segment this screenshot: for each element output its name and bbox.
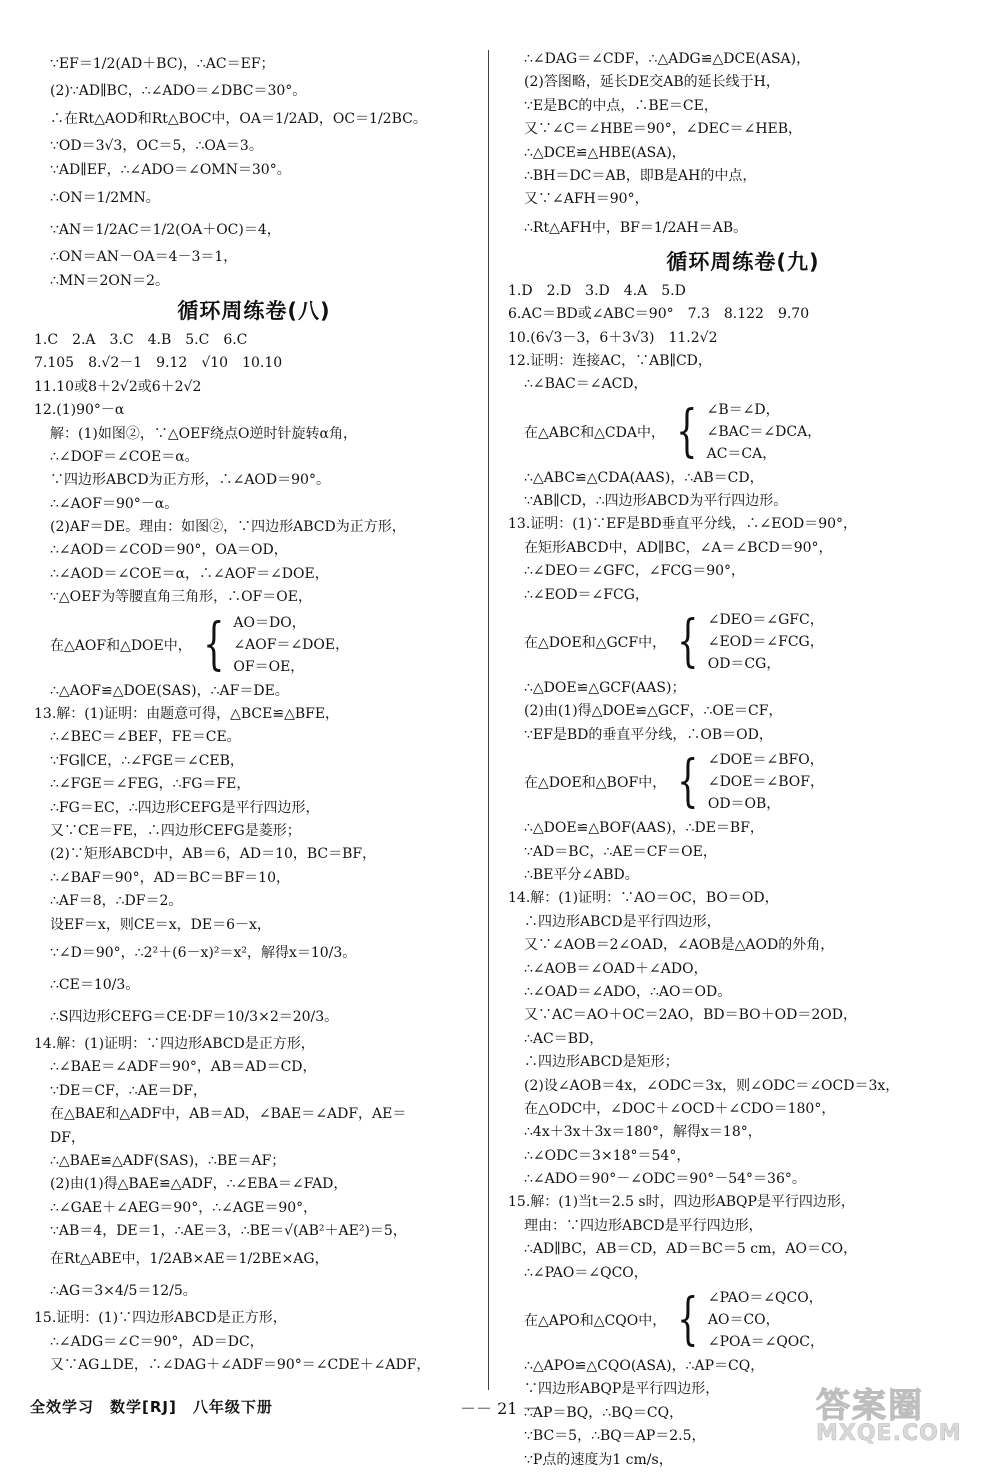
text-line: ∵AD＝BC，∴AE＝CF＝OE， xyxy=(524,843,717,860)
text-line: ∵AB∥CD，∴四边形ABCD为平行四边形。 xyxy=(524,493,788,510)
brace-icon: { xyxy=(677,749,699,815)
watermark-text-top: 答案圈 xyxy=(816,1386,924,1426)
text-line: 在矩形ABCD中，AD∥BC，∠A＝∠BCD＝90°， xyxy=(524,539,833,556)
text-line: ∵∠D＝90°，∴2²＋(6－x)²＝x²，解得x＝10/3。 xyxy=(50,944,357,961)
watermark-text-bottom: MXQE.COM xyxy=(816,1421,962,1446)
text-line: 又∵CE＝FE，∴四边形CEFG是菱形； xyxy=(50,822,301,839)
text-line: ∴∠GAE＋∠AEG＝90°，∴∠AGE＝90°， xyxy=(50,1199,318,1216)
text-line: 11.10或8＋2√2或6＋2√2 xyxy=(34,378,202,395)
text-line: ∴∠BAC＝∠ACD， xyxy=(524,376,648,393)
page-number: －－ 21 － xyxy=(460,1399,539,1418)
equation-rows xyxy=(708,1287,824,1353)
text-line: (2)设∠AOB＝4x，∠ODC＝3x，则∠ODC＝∠OCD＝3x， xyxy=(524,1077,900,1094)
text-line: ∵四边形ABQP是平行四边形， xyxy=(524,1381,720,1398)
text-line: 13.证明：(1)∵EF是BD垂直平分线，∴∠EOD＝90°， xyxy=(508,516,858,533)
text-line: (2)答图略，延长DE交AB的延长线于H， xyxy=(524,74,780,91)
text-line: 又∵AC＝AO＋OC＝2AO，BD＝BO＋OD＝2OD， xyxy=(524,1007,857,1024)
text-line: ∴MN＝2ON＝2。 xyxy=(50,272,170,289)
text-line: ∴四边形ABCD是平行四边形， xyxy=(524,913,721,930)
text-line: ∴∠ADO＝90°－∠ODC＝90°－54°＝36°。 xyxy=(524,1171,806,1188)
text-line: ∵四边形ABCD为正方形，∴∠AOD＝90°。 xyxy=(50,472,330,489)
text-line: ∴∠AOB＝∠OAD＋∠ADO， xyxy=(524,960,708,977)
text-line: (2)∵矩形ABCD中，AB＝6，AD＝10，BC＝BF， xyxy=(50,846,377,863)
brace-icon: { xyxy=(677,609,699,675)
text-line: 14.解：(1)证明：∵四边形ABCD是正方形， xyxy=(34,1035,315,1052)
brace-icon: { xyxy=(202,611,225,677)
text-line: 又∵AG⊥DE，∴∠DAG＋∠ADF＝90°＝∠CDE＋∠ADF， xyxy=(50,1357,431,1374)
text-line: ∴∠AOD＝∠COE＝α，∴∠AOF＝∠DOE， xyxy=(50,565,329,582)
text-line: ∴BE平分∠ABD。 xyxy=(524,866,639,883)
text-line: 1.D 2.D 3.D 4.A 5.D xyxy=(508,282,686,299)
text-line: ∴AF＝8，∴DF＝2。 xyxy=(50,893,183,910)
text-line: ∴△ABC≌△CDA(AAS)，∴AB＝CD， xyxy=(524,469,764,486)
text-line: ∴ON＝AN－OA＝4－3＝1， xyxy=(50,249,238,266)
text-line: ∴△AOF≌△DOE(SAS)，∴AF＝DE。 xyxy=(50,682,289,699)
equation-system xyxy=(34,610,474,680)
equation-rows xyxy=(707,399,822,465)
text-line: 12.(1)90°－α xyxy=(34,402,125,419)
text-line: 在Rt△ABE中，1/2AB×AE＝1/2BE×AG， xyxy=(50,1251,329,1268)
footer-book-label: 全效学习 数学[RJ] 八年级下册 xyxy=(30,1398,273,1416)
text-line: 15.解：(1)当t＝2.5 s时，四边形ABQP是平行四边形， xyxy=(508,1194,855,1211)
text-line: ∴Rt△AFH中，BF＝1/2AH＝AB。 xyxy=(524,219,748,236)
text-line: ∵OD＝3√3，OC＝5，∴OA＝3。 xyxy=(50,138,263,155)
text-line: ∴△BAE≌△ADF(SAS)，∴BE＝AF； xyxy=(50,1152,286,1169)
text-line: 12.证明：连接AC，∵AB∥CD， xyxy=(508,352,712,369)
text-line: ∴∠AOD＝∠COD＝90°，OA＝OD， xyxy=(50,542,288,559)
text-line: ∴△APO≌△CQO(ASA)，∴AP＝CQ， xyxy=(524,1358,765,1375)
equation-row: ∠DOE＝∠BFO， xyxy=(707,752,824,769)
text-line: ∴∠BAE＝∠ADF＝90°，AB＝AD＝CD， xyxy=(50,1059,317,1076)
text-line: 7.105 8.√2－1 9.12 √10 10.10 xyxy=(34,355,283,372)
text-line: ∴△DOE≌△GCF(AAS)； xyxy=(524,680,686,697)
text-line: ∵BC＝5，∴BQ＝AP＝2.5， xyxy=(524,1428,706,1445)
text-line: ∴∠OAD＝∠ADO，∴AO＝OD。 xyxy=(524,983,732,1000)
text-line: ∵E是BC的中点，∴BE＝CE， xyxy=(524,97,718,114)
equation-system xyxy=(508,747,978,817)
section-title: 循环周练卷(九) xyxy=(666,249,820,274)
text-line: 14.解：(1)证明：∵AO＝OC，BO＝OD， xyxy=(508,890,779,907)
text-line: ∴BH＝DC＝AB，即B是AH的中点， xyxy=(524,167,757,184)
equation-system xyxy=(508,397,978,467)
text-line: ∴四边形ABCD是矩形； xyxy=(524,1054,679,1071)
text-line: ∴∠EOD＝∠FCG， xyxy=(524,586,649,603)
text-line: 13.解：(1)证明：由题意可得，△BCE≌△BFE， xyxy=(34,706,340,723)
text-line: ∴4x＋3x＋3x＝180°，解得x＝18°， xyxy=(524,1124,762,1141)
text-line: 在△ODC中，∠DOC＋∠OCD＋∠CDO＝180°， xyxy=(524,1100,836,1117)
text-line: ∴AD∥BC，AB＝CD，AD＝BC＝5 cm，AO＝CO， xyxy=(524,1241,858,1258)
equation-row: OF＝OE， xyxy=(233,658,305,675)
text-line: ∴AC＝BD， xyxy=(524,1030,604,1047)
text-line: ∴△DOE≌△BOF(AAS)，∴DE＝BF， xyxy=(524,820,764,837)
text-line: ∴∠BAF＝90°，AD＝BC＝BF＝10， xyxy=(50,869,290,886)
equation-row: ∠AOF＝∠DOE， xyxy=(233,636,350,653)
column-divider xyxy=(488,50,489,1390)
text-line: ∴AP＝BQ，∴BQ＝CQ， xyxy=(524,1404,684,1421)
equation-row: ∠EOD＝∠FCG， xyxy=(707,634,824,651)
equation-system-label: 在△DOE和△GCF中， xyxy=(524,635,667,652)
equation-row: OD＝OB， xyxy=(707,796,781,813)
text-line: (2)AF＝DE。理由：如图②，∵四边形ABCD为正方形， xyxy=(50,519,406,536)
text-line: ∵EF＝1/2(AD＋BC)，∴AC＝EF； xyxy=(50,56,275,72)
text-line: ∴S四边形CEFG＝CE·DF＝10/3×2＝20/3。 xyxy=(50,1008,339,1025)
equation-system xyxy=(508,1285,978,1355)
text-line: 在△BAE和△ADF中，AB＝AD，∠BAE＝∠ADF，AE＝ xyxy=(50,1106,407,1123)
text-line: 6.AC＝BD或∠ABC＝90° 7.3 8.122 9.70 xyxy=(508,306,810,323)
text-line: ∴AG＝3×4/5＝12/5。 xyxy=(50,1283,197,1300)
text-line: 理由：∵四边形ABCD是平行四边形， xyxy=(524,1217,763,1234)
watermark-logo xyxy=(816,1378,984,1458)
equation-system-label: 在△APO和△CQO中， xyxy=(524,1313,667,1330)
equation-row: ∠PAO＝∠QCO， xyxy=(707,1290,823,1307)
equation-row: ∠DOE＝∠BOF， xyxy=(707,774,824,791)
text-line: ∴∠AOF＝90°－α。 xyxy=(50,495,179,512)
equation-rows xyxy=(233,612,349,678)
text-line: ∴△DCE≌△HBE(ASA)， xyxy=(524,144,686,161)
brace-icon: { xyxy=(677,1287,699,1353)
text-line: 又∵∠AOB＝2∠OAD，∠AOB是△AOD的外角， xyxy=(524,937,835,954)
text-line: 1.C 2.A 3.C 4.B 5.C 6.C xyxy=(34,331,248,348)
text-line: ∵△OEF为等腰直角三角形，∴OF＝OE， xyxy=(50,589,312,606)
equation-rows xyxy=(708,749,824,815)
text-line: (2)由(1)得△BAE≌△ADF，∴∠EBA＝∠FAD， xyxy=(50,1176,348,1193)
text-line: 15.证明：(1)∵四边形ABCD是正方形， xyxy=(34,1310,287,1327)
text-line: ∵P点的速度为1 cm/s， xyxy=(524,1451,673,1468)
text-line: 10.(6√3－3，6＋3√3) 11.2√2 xyxy=(508,329,718,346)
section-title: 循环周练卷(八) xyxy=(177,298,331,323)
text-line: ∴CE＝10/3。 xyxy=(50,976,140,993)
text-line: ∵AD∥EF，∴∠ADO＝∠OMN＝30°。 xyxy=(50,161,291,178)
text-line: ∵DE＝CF，∴AE＝DF， xyxy=(50,1082,207,1099)
text-line: ∴∠PAO＝∠QCO， xyxy=(524,1264,648,1281)
equation-row: AO＝CO， xyxy=(707,1312,780,1329)
text-line: ∴∠DAG＝∠CDF，∴△ADG≌△DCE(ASA)， xyxy=(524,51,811,67)
equation-system-label: 在△ABC和△CDA中， xyxy=(524,424,665,441)
brace-icon: { xyxy=(676,398,698,464)
text-line: ∵FG∥CE，∴∠FGE＝∠CEB， xyxy=(50,752,244,769)
text-line: 设EF＝x，则CE＝x，DE＝6－x， xyxy=(50,916,271,933)
equation-system-label: 在△AOF和△DOE中， xyxy=(50,637,192,654)
text-line: ∴在Rt△AOD和Rt△BOC中，OA＝1/2AD，OC＝1/2BC。 xyxy=(50,111,427,128)
text-line: ∴∠DOF＝∠COE＝α。 xyxy=(50,448,199,465)
equation-row: OD＝CG， xyxy=(707,656,781,673)
equation-row: AC＝CA， xyxy=(706,445,777,462)
text-line: ∵AN＝1/2AC＝1/2(OA＋OC)＝4， xyxy=(50,222,281,239)
text-line: ∴∠ADG＝∠C＝90°，AD＝DC， xyxy=(50,1333,264,1350)
text-line: (2)∵AD∥BC，∴∠ADO＝∠DBC＝30°。 xyxy=(50,83,307,99)
equation-row: ∠POA＝∠QOC， xyxy=(707,1334,824,1351)
right-column xyxy=(508,48,978,1472)
text-line: ∴∠ODC＝3×18°＝54°， xyxy=(524,1147,691,1164)
equation-system xyxy=(508,607,978,677)
text-line: 又∵∠AFH＝90°， xyxy=(524,191,649,208)
text-line: (2)由(1)得△DOE≌△GCF，∴OE＝CF， xyxy=(524,703,783,720)
equation-row: AO＝DO， xyxy=(233,614,306,631)
text-line: ∴FG＝EC，∴四边形CEFG是平行四边形， xyxy=(50,799,320,816)
text-line: ∵EF是BD的垂直平分线，∴OB＝OD， xyxy=(524,726,773,743)
equation-row: ∠B＝∠D， xyxy=(706,401,780,418)
text-line: ∴∠DEO＝∠GFC，∠FCG＝90°， xyxy=(524,563,746,580)
text-line: DF， xyxy=(50,1129,85,1146)
equation-system-label: 在△DOE和△BOF中， xyxy=(524,775,667,792)
equation-row: ∠DEO＝∠GFC， xyxy=(707,612,824,629)
equation-row: ∠BAC＝∠DCA， xyxy=(706,423,822,440)
left-column xyxy=(34,48,474,1378)
text-line: 又∵∠C＝∠HBE＝90°，∠DEC＝∠HEB， xyxy=(524,121,803,138)
equation-rows xyxy=(708,609,824,675)
text-line: ∴ON＝1/2MN。 xyxy=(50,190,160,207)
text-line: ∵AB＝4，DE＝1，∴AE＝3，∴BE＝√(AB²＋AE²)＝5， xyxy=(50,1223,407,1240)
text-line: 解：(1)如图②，∵△OEF绕点O逆时针旋转α角， xyxy=(50,425,357,442)
text-line: ∴∠FGE＝∠FEG，∴FG＝FE， xyxy=(50,776,251,793)
text-line: ∴∠BEC＝∠BEF，FE＝CE。 xyxy=(50,729,241,746)
